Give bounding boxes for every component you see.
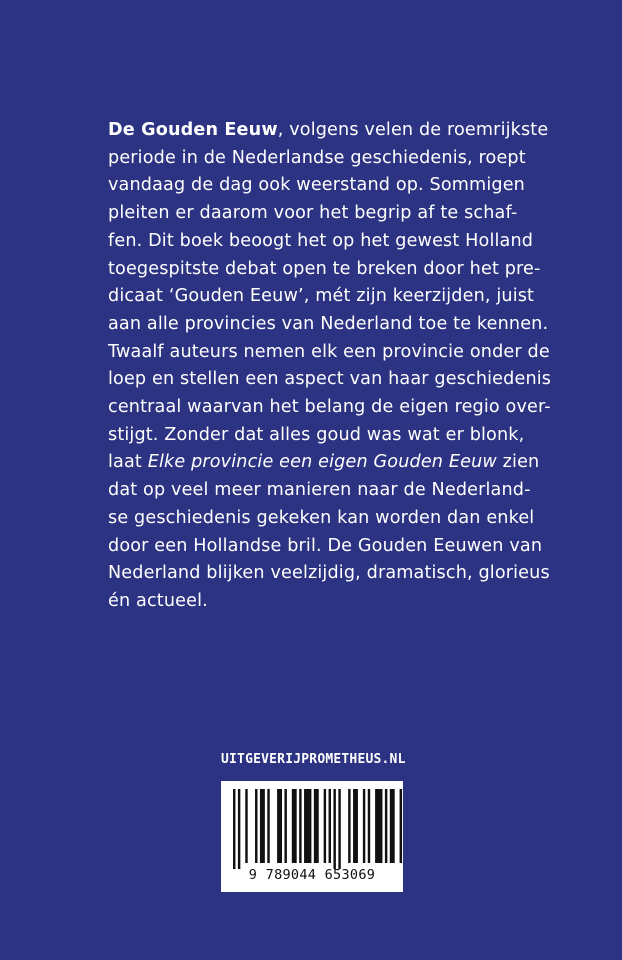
barcode-bar (338, 789, 340, 869)
blurb-line (108, 339, 550, 367)
blurb-line (108, 394, 551, 422)
barcode-bar (260, 789, 265, 863)
blurb-fragment: Twaalf auteurs nemen elk een provincie onder de (108, 341, 550, 362)
blurb-line (108, 228, 534, 256)
blurb-line (108, 533, 543, 561)
barcode-bar (368, 789, 370, 863)
blurb-fragment: , volgens velen de roemrijkste (277, 120, 549, 140)
blurb-text (108, 117, 552, 616)
isbn-number: 9 789044 653069 (248, 867, 376, 883)
blurb-line (108, 422, 525, 450)
barcode (221, 781, 403, 892)
blurb-line (108, 477, 531, 505)
blurb-line (108, 145, 526, 173)
blurb-fragment: periode in de Nederlandse geschiedenis, roept (108, 147, 526, 168)
barcode-bar (333, 789, 335, 869)
blurb-line (108, 200, 518, 228)
blurb-line (108, 588, 514, 616)
barcode-bar (299, 789, 301, 863)
blurb-line (108, 449, 540, 477)
barcode-bar (348, 789, 350, 863)
barcode-bar (292, 789, 297, 863)
blurb-fragment: aan alle provincies van Nederland toe te kennen. (108, 313, 549, 334)
blurb-line (108, 283, 535, 311)
barcode-bar (304, 789, 311, 863)
blurb-fragment: Nederland blijken veelzijdig, dramatisch, glorieus (108, 563, 550, 584)
blurb-fragment: dat op veel meer manieren naar de Nederland- (108, 480, 531, 501)
blurb-fragment: door een Hollandse bril. De Gouden Eeuwen van (108, 535, 543, 556)
blurb-fragment: se geschiedenis gekeken kan worden dan enkel (108, 507, 535, 528)
blurb-fragment: laat (108, 452, 148, 473)
blurb-fragment: én actueel. (108, 590, 208, 611)
barcode-bar (233, 789, 235, 869)
barcode-bar (245, 789, 247, 863)
blurb-line (108, 117, 549, 145)
barcode-bar (353, 789, 358, 863)
barcode-bar (314, 789, 319, 863)
barcode-bar (363, 789, 365, 863)
blurb-fragment: pleiten er daarom voor het begrip af te schaf- (108, 203, 518, 224)
barcode-bar (400, 789, 402, 863)
barcode-bar (284, 789, 286, 863)
barcode-bar (385, 789, 387, 863)
blurb-line (108, 172, 525, 200)
blurb-fragment: loep en stellen een aspect van haar geschiedenis (108, 369, 552, 390)
blurb-fragment: fen. Dit boek beoogt het op het gewest Holland (108, 230, 534, 251)
barcode-bar (390, 789, 395, 863)
blurb-fragment: vandaag de dag ook weerstand op. Sommigen (108, 175, 525, 196)
barcode-bar (267, 789, 269, 863)
blurb-lead: De Gouden Eeuw (108, 120, 278, 140)
barcode-bar (277, 789, 282, 863)
blurb-line (108, 560, 550, 588)
barcode-bar (255, 789, 257, 863)
blurb-line (108, 366, 552, 394)
blurb-fragment: dicaat ‘Gouden Eeuw’, mét zijn keerzijden, juist (108, 286, 535, 307)
barcode-bar (324, 789, 326, 863)
blurb-fragment: toegespitste debat open te breken door het pre- (108, 258, 541, 279)
barcode-bar (238, 789, 240, 869)
barcode-bar (329, 789, 331, 863)
blurb-fragment: stijgt. Zonder dat alles goud was wat er blonk, (108, 424, 525, 445)
blurb-fragment: zien (496, 452, 540, 473)
barcode-bar (375, 789, 382, 863)
book-title: Elke provincie een eigen Gouden Eeuw (147, 452, 497, 473)
blurb-line (108, 311, 549, 339)
blurb-line (108, 256, 541, 284)
publisher-url[interactable]: UITGEVERIJPROMETHEUS.NL (221, 752, 406, 767)
blurb-fragment: centraal waarvan het belang de eigen regio over- (108, 397, 551, 418)
blurb-line (108, 505, 535, 533)
